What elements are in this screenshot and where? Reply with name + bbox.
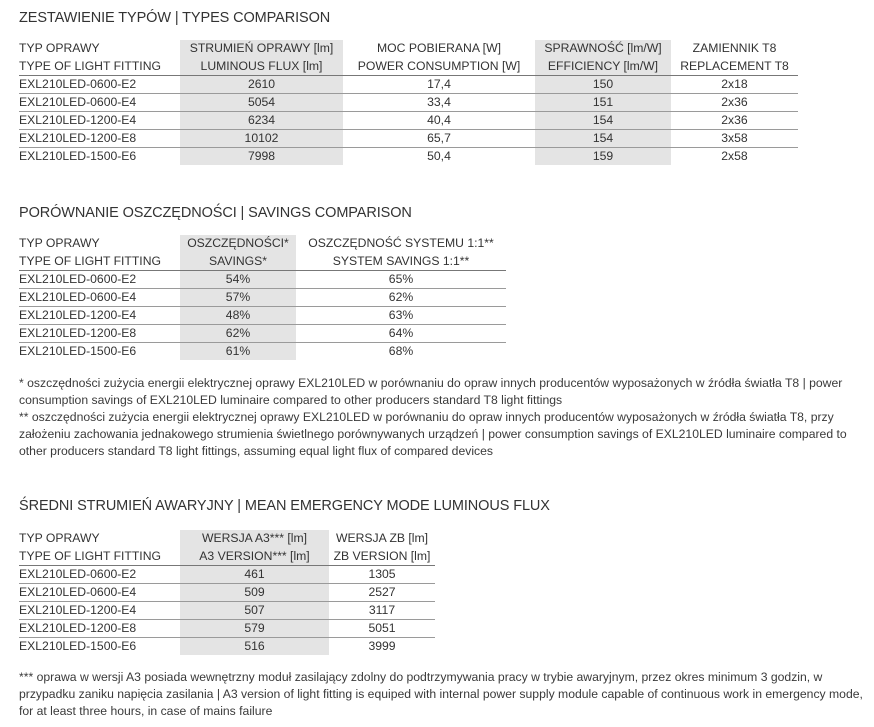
header-cell: OSZCZĘDNOŚCI* (180, 235, 296, 253)
savings-footnotes (19, 375, 869, 460)
table-cell: EXL210LED-1200-E8 (19, 130, 180, 148)
types-table (19, 40, 798, 165)
table-row (19, 307, 506, 325)
table-cell: EXL210LED-1200-E8 (19, 620, 180, 638)
emergency-table (19, 530, 435, 655)
table-cell: 3999 (368, 639, 396, 653)
table-cell: 3117 (329, 602, 435, 620)
table-cell: 150 (535, 76, 671, 94)
table-cell: 65% (296, 271, 506, 289)
table-cell: 33,4 (343, 94, 535, 112)
table-row (19, 343, 506, 361)
table-cell: 151 (535, 94, 671, 112)
table-row (19, 130, 798, 148)
table-row (19, 620, 435, 638)
table-cell: EXL210LED-0600-E2 (19, 566, 180, 584)
table-cell: 5051 (329, 620, 435, 638)
table-cell: 6234 (180, 112, 343, 130)
table-row (19, 325, 506, 343)
footnote: * oszczędności zużycia energii elektrycznej oprawy EXL210LED w porównaniu do opraw innych producentów wyposażonych w źródła światła T8 | power consumption savings of EXL210LED luminaire compared to other producers standard T8 light fittings (19, 376, 843, 407)
table-cell: 159 (535, 148, 671, 166)
savings-table (19, 235, 506, 360)
table-cell: 3x58 (671, 130, 798, 148)
table-cell: 1305 (329, 566, 435, 584)
header-cell: TYP OPRAWY (19, 236, 100, 250)
table-cell: EXL210LED-0600-E4 (19, 94, 180, 112)
table-header-row (19, 40, 798, 58)
table-cell: 64% (296, 325, 506, 343)
header-cell: ZB VERSION [lm] (329, 548, 435, 566)
table-cell: EXL210LED-1200-E4 (19, 307, 180, 325)
table-cell: 2527 (329, 584, 435, 602)
header-cell: TYP OPRAWY (19, 531, 100, 545)
table-cell: 2x36 (671, 94, 798, 112)
table-cell: EXL210LED-0600-E4 (19, 584, 180, 602)
table-cell: 48% (180, 307, 296, 325)
table-cell: EXL210LED-1500-E6 (19, 639, 137, 653)
table-row (19, 112, 798, 130)
table-header-row (19, 530, 435, 548)
header-cell: SAVINGS* (180, 253, 296, 271)
table-header-row (19, 253, 506, 271)
table-cell: 154 (535, 130, 671, 148)
table-cell: 2610 (180, 76, 343, 94)
header-cell: SPRAWNOŚĆ [lm/W] (535, 40, 671, 58)
table-cell: EXL210LED-0600-E4 (19, 289, 180, 307)
table-row (19, 566, 435, 584)
table-cell: 40,4 (343, 112, 535, 130)
table-cell: 10102 (180, 130, 343, 148)
header-cell: ZAMIENNIK T8 (692, 41, 777, 55)
table-cell: 61% (180, 343, 296, 361)
header-cell: MOC POBIERANA [W] (377, 41, 501, 55)
table-cell: EXL210LED-1500-E6 (19, 344, 137, 358)
table-row (19, 289, 506, 307)
table-cell: 50,4 (427, 149, 451, 163)
header-cell: TYPE OF LIGHT FITTING (19, 253, 180, 271)
table-cell: EXL210LED-1200-E4 (19, 602, 180, 620)
emergency-footnote (19, 669, 869, 720)
table-cell: 7998 (180, 148, 343, 166)
table-cell: 2x18 (671, 76, 798, 94)
header-cell: TYPE OF LIGHT FITTING (19, 58, 180, 76)
table-cell: 5054 (180, 94, 343, 112)
header-cell: TYP OPRAWY (19, 41, 100, 55)
table-header-row (19, 58, 798, 76)
table-cell: 461 (180, 566, 329, 584)
header-cell: A3 VERSION*** [lm] (180, 548, 329, 566)
header-cell: LUMINOUS FLUX [lm] (180, 58, 343, 76)
header-cell: WERSJA ZB [lm] (335, 531, 429, 545)
table-cell: 68% (388, 344, 414, 358)
table-cell: 62% (180, 325, 296, 343)
table-cell: 62% (296, 289, 506, 307)
header-cell: TYPE OF LIGHT FITTING (19, 548, 180, 566)
table-cell: 57% (180, 289, 296, 307)
table-cell: 54% (180, 271, 296, 289)
header-cell: REPLACEMENT T8 (671, 58, 798, 76)
table-row (19, 94, 798, 112)
table-cell: EXL210LED-1200-E8 (19, 325, 180, 343)
footnote: ** oszczędności zużycia energii elektrycznej oprawy EXL210LED w porównaniu do opraw innych producentów wyposażonych w źródła światła T8, przy założeniu zachowania jednakowego strumienia świetlnego porównywanych urządzeń | power consumption savings of EXL210LED luminaire compared to other producers standard T8 light fittings, assuming equal light flux of compared devices (19, 410, 847, 458)
table-row (19, 584, 435, 602)
header-cell: POWER CONSUMPTION [W] (343, 58, 535, 76)
table-cell: 516 (180, 638, 329, 656)
table-header-row (19, 235, 506, 253)
table-cell: 154 (535, 112, 671, 130)
header-cell: WERSJA A3*** [lm] (180, 530, 329, 548)
table-header-row (19, 548, 435, 566)
table-cell: EXL210LED-0600-E2 (19, 271, 180, 289)
table-cell: EXL210LED-0600-E2 (19, 76, 180, 94)
table-cell: EXL210LED-1500-E6 (19, 149, 137, 163)
footnote: *** oprawa w wersji A3 posiada wewnętrzny moduł zasilający zdolny do podtrzymywania pracy w trybie awaryjnym, przez okres minimum 3 godzin, w przypadku zaniku napięcia zasilania | A3 version of light fitting is equiped with internal power supply module capable of continuous work in emergency mode, for at least three hours, in case of mains failure (19, 670, 863, 718)
emergency-title: ŚREDNI STRUMIEŃ AWARYJNY | MEAN EMERGENCY MODE LUMINOUS FLUX (19, 498, 550, 514)
savings-title: PORÓWNANIE OSZCZĘDNOŚCI | SAVINGS COMPARISON (19, 205, 412, 221)
table-cell: 509 (180, 584, 329, 602)
table-cell: 65,7 (343, 130, 535, 148)
table-cell: 2x36 (671, 112, 798, 130)
table-row (19, 638, 435, 656)
table-row (19, 148, 798, 166)
table-row (19, 602, 435, 620)
header-cell: STRUMIEŃ OPRAWY [lm] (180, 40, 343, 58)
table-cell: 579 (180, 620, 329, 638)
table-row (19, 76, 798, 94)
table-cell: 17,4 (343, 76, 535, 94)
header-cell: OSZCZĘDNOŚĆ SYSTEMU 1:1** (308, 236, 494, 250)
table-row (19, 271, 506, 289)
header-cell: SYSTEM SAVINGS 1:1** (296, 253, 506, 271)
table-cell: EXL210LED-1200-E4 (19, 112, 180, 130)
table-cell: 2x58 (721, 149, 748, 163)
table-cell: 63% (296, 307, 506, 325)
header-cell: EFFICIENCY [lm/W] (535, 58, 671, 76)
table-cell: 507 (180, 602, 329, 620)
types-title: ZESTAWIENIE TYPÓW | TYPES COMPARISON (19, 10, 331, 26)
